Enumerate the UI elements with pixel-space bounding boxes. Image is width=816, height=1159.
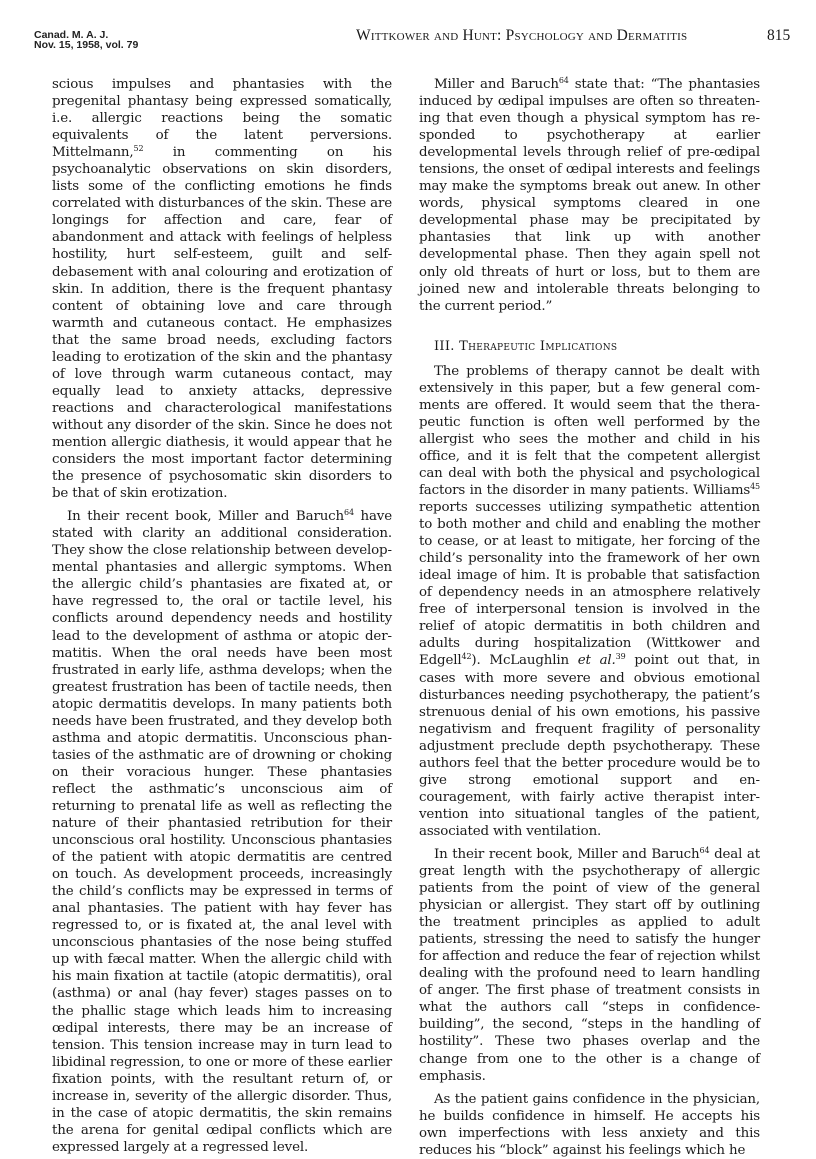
right-paragraphs-before-heading [419,76,760,315]
reference-number: 64 [558,76,569,85]
page-number: 815 [767,27,791,44]
right-column [419,76,760,1159]
paragraph: As the patient gains confidence in the physician, he builds confidence in himself. He accepts his own imperfections with less anxiety and this reduces his “block” against his feelings which he [419,1091,760,1158]
reference-number: 64 [699,845,710,855]
paragraph: In their recent book, Miller and Baruch$^{64}$ have stated with clarity an additional consideration. They show the close relationship between developmental phantasies and allergic symptoms. When the allergic child’s phantasies are fixated at, or have regressed to, the oral or tactile level, his conflicts around dependency needs and hostility lead to the development of asthma or atopic dermatitis. When the oral needs have been most frustrated in early life, asthma develops; when the greatest frustration has been of tactile needs, then atopic dermatitis develops. In many patients both needs have been frustrated, and they develop both asthma and atopic dermatitis. Unconscious phantasies of the asthmatic are of drowning or choking on their voracious hunger. These phantasies reflect the asthmatic’s unconscious aim of returning to prenatal life as well as reflecting the nature of their phantasied retribution for their unconscious oral hostility. Unconscious phantasies of the patient with atopic dermatitis are centred on touch. As development proceeds, increasingly the child’s conflicts may be expressed in terms of anal phantasies. The patient with hay fever has regressed to, or is fixated at, the anal level with unconscious phantasies of the nose being stuffed up with fæcal matter. When the allergic child with his main fixation at tactile (atopic dermatitis), oral (asthma) or anal (hay fever) stages passes on to the phallic stage which leads him to increasing œdipal interests, there may be an increase of tension. This tension increase may in turn lead to libidinal regression, to one or more of these earlier fixation points, with the resultant return of, or increase in, severity of the allergic disorder. Thus, in the case of atopic dermatitis, the skin remains the arena for genital œdipal conflicts which are expressed largely at a regressed level. [52,508,393,1155]
reference-number: 39 [615,652,626,662]
section-gap [419,315,760,338]
italic-text: et al. [577,653,616,669]
reference-number: 64 [344,508,354,518]
left-column [52,76,392,1156]
paragraph: The problems of therapy cannot be dealt with extensively in this paper, but a few general comments are offered. It would seem that the therapeutic function is often well performed by the allergist who sees the mother and child in his office, and it is felt that the competent allergist can deal with both the physical and psychological factors in the disorder in many patients. Williams$^{45}$ reports successes utilizing sympathetic attention to both mother and child and enabling the mother to cease, or at least to mitigate, her forcing of the child’s personality into the framework of her own ideal image of him. It is probable that satisfaction of dependency needs in an atmosphere relatively free of interpersonal tension is involved in the relief of atopic dermatitis in both children and adults during hospitalization (Wittkower and Edgell$^{42}$). McLaughlin et al.$^{39}$ point out that, in cases with more severe and obvious emotional disturbances needing psychotherapy, the patient’s strenuous denial of his own emotions, his passive negativism and frequent fragility of personality adjustment preclude depth psychotherapy. These authors feel that the better procedure would be to give strong emotional support and encouragement, with fairly active therapist intervention into situational tangles of the patient, associated with ventilation. [419,363,760,839]
running-head: Wittkower and Hunt: Psychology and Dermatitis [356,27,688,44]
journal-issue-date: Nov. 15, 1958, vol. 79 [34,39,139,51]
reference-number: 52 [133,144,144,154]
left-paragraphs [52,76,392,1156]
reference-number: 45 [750,481,760,491]
right-paragraphs-after-heading [419,363,760,1159]
section-heading: III. Therapeutic Implications [434,338,618,354]
journal-name: Canad. M. A. J. [34,29,109,41]
paragraph: In their recent book, Miller and Baruch$^{64}$ deal at great length with the psychotherapy of allergic patients from the point of view of the general physician or allergist. They start off by outlining the treatment principles as applied to adult patients, stressing the need to satisfy the hunger for affection and reduce the fear of rejection whilst dealing with the profound need to learn handling of anger. The first phase of treatment consists in what the authors call “steps in confidence-building”, the second, “steps in the handling of hostility”. These two phases overlap and the change from one to the other is a change of emphasis. [419,845,760,1084]
paragraph: scious impulses and phantasies with the pregenital phantasy being expressed somatically, i.e. allergic reactions being the somatic equivalents of the latent perversions. Mittelmann,$^{52}$ in commenting on his psychoanalytic observations on skin disorders, lists some of the conflicting emotions he finds correlated with disturbances of the skin. These are longings for affection and care, fear of abandonment and attack with feelings of helpless hostility, hurt self-esteem, guilt and self-debasement with anal colouring and erotization of skin. In addition, there is the frequent phantasy content of obtaining love and care through warmth and cutaneous contact. He emphasizes that the same broad needs, excluding factors leading to erotization of the skin and the phantasy of love through warm cutaneous contact, may equally lead to anxiety attacks, depressive reactions and characterological manifestations without any disorder of the skin. Since he does not mention allergic diathesis, it would appear that he considers the most important factor determining the presence of psychosomatic skin disorders to be that of skin erotization. [52,77,392,502]
reference-number: 42 [461,652,472,662]
paragraph: Miller and Baruch$^{64}$ state that: “The phantasies induced by œdipal impulses are often so threatening that even though a physical symptom has responded to psychotherapy at earlier developmental levels through relief of pre-œdipal tensions, the onset of œdipal interests and feelings may make the symptoms break out anew. In other words, physical symptoms cleared in one developmental phase may be precipitated by phantasies that link up with another developmental phase. Then they again spell not only old threats of hurt or loss, but to them are joined new and intolerable threats belonging to the current period.” [419,76,761,314]
journal-citation [34,30,138,50]
page-header [0,0,816,51]
